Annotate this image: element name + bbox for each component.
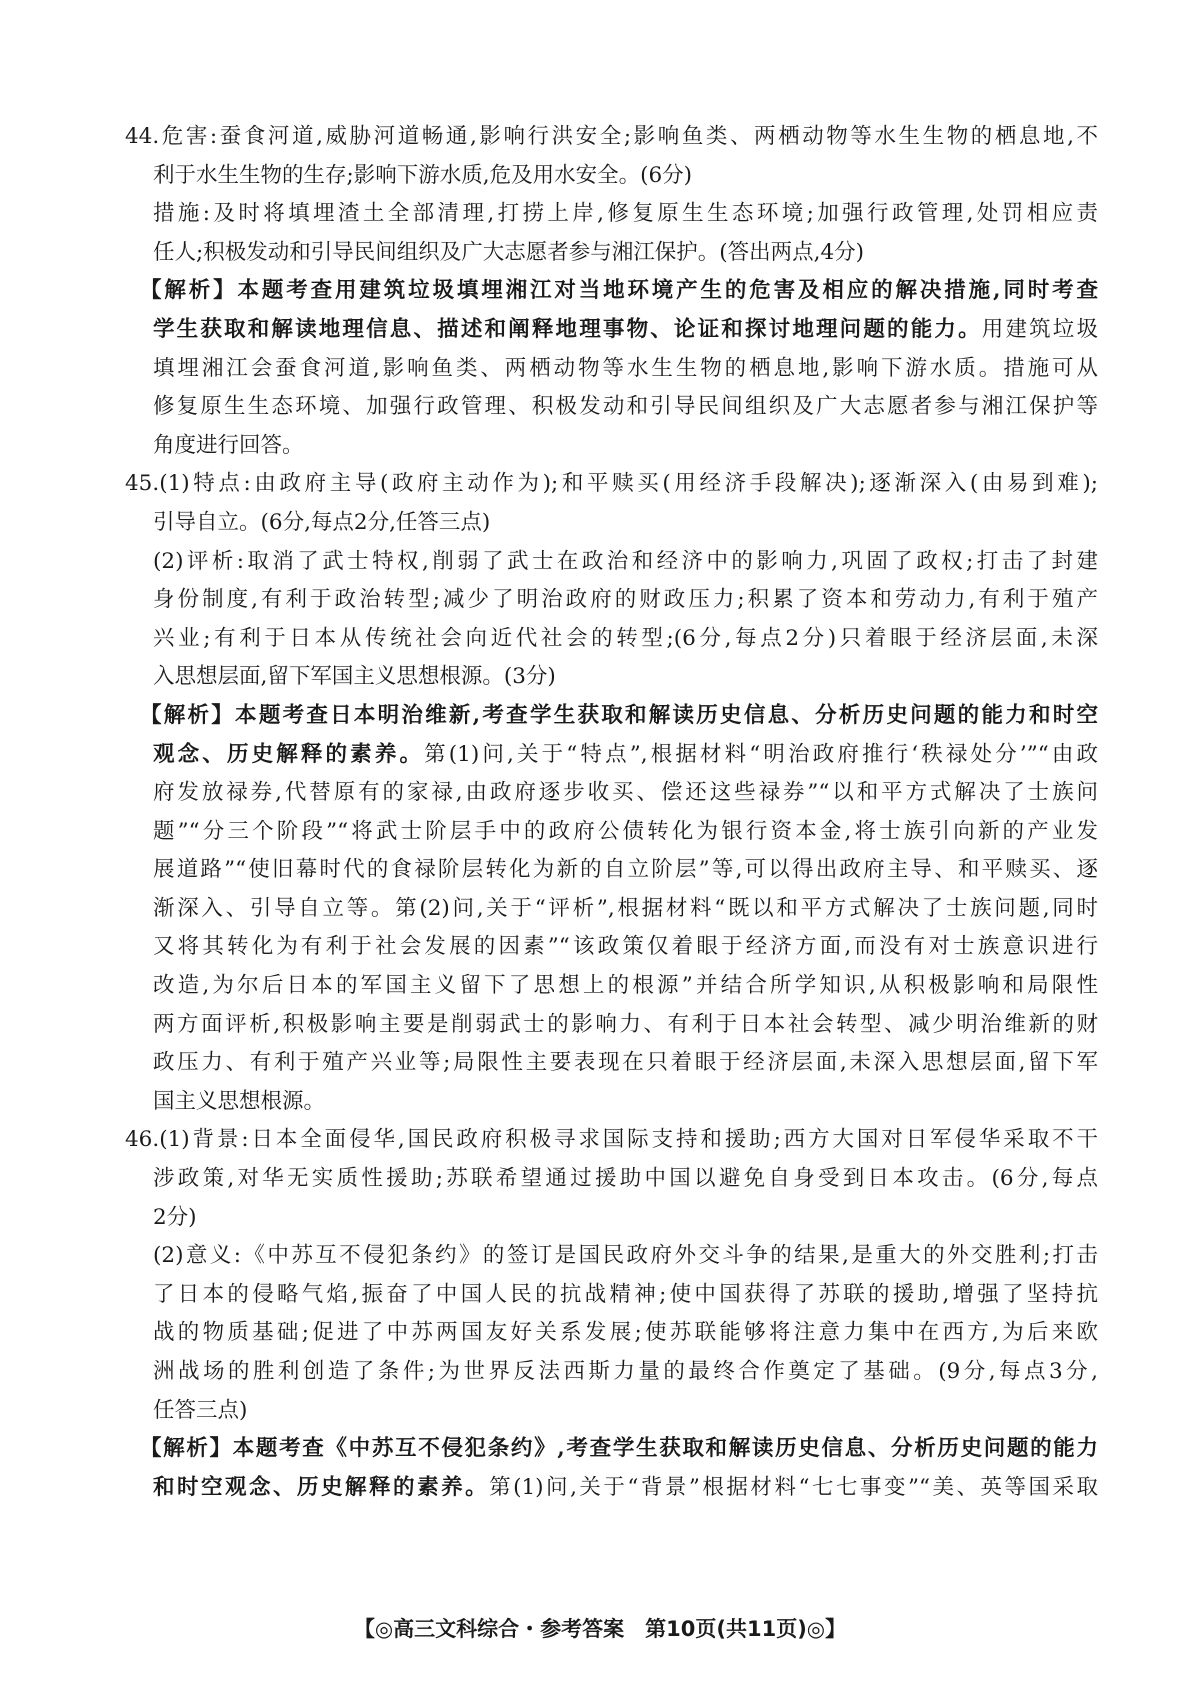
line-text: 第(1)问,关于“特点”,根据材料“明治政府推行‘秩禄处分’”“由政 <box>424 741 1098 767</box>
bold-text: 【解析】本题考查《中苏互不侵犯条约》,考查学生获取和解读历史信息、分析历史问题的能力 <box>140 1436 1098 1462</box>
bold-text: 【解析】本题考查日本明治维新,考查学生获取和解读历史信息、分析历史问题的能力和时空 <box>140 702 1098 728</box>
bold-text: 学生获取和解读地理信息、描述和阐释地理事物、论证和探讨地理问题的能力。 <box>153 316 982 342</box>
page-footer <box>0 1614 1200 1644</box>
text-line <box>0 504 1098 543</box>
line-text: 国主义思想根源。 <box>153 1088 326 1114</box>
line-text: 角度进行回答。 <box>153 432 304 458</box>
text-line <box>0 1160 1098 1199</box>
text-line <box>0 658 1098 697</box>
line-text: 第(1)问,关于“背景”根据材料“七七事变”“美、英等国采取 <box>489 1474 1098 1500</box>
text-line <box>0 1276 1098 1315</box>
text-line <box>0 195 1098 234</box>
line-text: 洲战场的胜利创造了条件;为世界反法西斯力量的最终合作奠定了基础。(9分,每点3分, <box>153 1359 1098 1384</box>
line-text: 45.(1)特点:由政府主导(政府主动作为);和平赎买(用经济手段解决);逐渐深入(由易到难); <box>125 471 1098 497</box>
bold-text: 和时空观念、历史解释的素养。 <box>153 1474 490 1500</box>
line-text: 又将其转化为有利于社会发展的因素”“该政策仅着眼于经济方面,而没有对士族意识进行 <box>153 934 1098 960</box>
line-text: 用建筑垃圾 <box>981 316 1098 342</box>
text-line <box>0 272 1098 311</box>
text-line <box>0 1199 1098 1238</box>
text-line <box>0 427 1098 466</box>
text-line <box>0 388 1098 427</box>
text-line <box>0 543 1098 582</box>
text-line <box>0 350 1098 389</box>
text-line <box>0 813 1098 852</box>
line-text: 利于水生生物的生存;影响下游水质,危及用水安全。(6分) <box>153 162 693 188</box>
line-text: 题”“分三个阶段”“将武士阶层手中的政府公债转化为银行资本金,将士族引向新的产业发 <box>153 818 1098 844</box>
footer-text: 【◎高三文科综合・参考答案 第10页(共11页)◎】 <box>353 1617 847 1641</box>
text-line <box>0 620 1098 659</box>
text-line <box>0 1392 1098 1431</box>
text-line <box>0 697 1098 736</box>
text-line <box>0 774 1098 813</box>
text-line <box>0 118 1098 157</box>
line-text: 身份制度,有利于政治转型;减少了明治政府的财政压力;积累了资本和劳动力,有利于殖产 <box>153 587 1098 613</box>
line-text: 引导自立。(6分,每点2分,任答三点) <box>153 509 491 535</box>
line-text: (2)评析:取消了武士特权,削弱了武士在政治和经济中的影响力,巩固了政权;打击了封建 <box>153 548 1098 574</box>
line-text: 两方面评析,积极影响主要是削弱武士的影响力、有利于日本社会转型、减少明治维新的财 <box>153 1011 1098 1037</box>
line-text: 政压力、有利于殖产兴业等;局限性主要表现在只着眼于经济层面,未深入思想层面,留下军 <box>153 1050 1098 1076</box>
text-line <box>0 465 1098 504</box>
line-text: 46.(1)背景:日本全面侵华,国民政府积极寻求国际支持和援助;西方大国对日军侵华采取不干 <box>125 1127 1098 1153</box>
line-text: 展道路”“使旧幕时代的食禄阶层转化为新的自立阶层”等,可以得出政府主导、和平赎买、逐 <box>153 857 1098 883</box>
text-line <box>0 1083 1098 1122</box>
text-line <box>0 928 1098 967</box>
text-line <box>0 157 1098 196</box>
line-text: 战的物质基础;促进了中苏两国友好关系发展;使苏联能够将注意力集中在西方,为后来欧 <box>153 1320 1098 1346</box>
line-text: 任人;积极发动和引导民间组织及广大志愿者参与湘江保护。(答出两点,4分) <box>153 239 865 265</box>
line-text: 修复原生生态环境、加强行政管理、积极发动和引导民间组织及广大志愿者参与湘江保护等 <box>153 394 1098 420</box>
line-text: 渐深入、引导自立等。第(2)问,关于“评析”,根据材料“既以和平方式解决了士族问题,同时 <box>153 895 1098 921</box>
text-line <box>0 1314 1098 1353</box>
text-line <box>0 1237 1098 1276</box>
text-line <box>0 967 1098 1006</box>
text-line <box>0 1469 1098 1508</box>
line-text: 府发放禄券,代替原有的家禄,由政府逐步收买、偿还这些禄券”“以和平方式解决了士族问 <box>153 780 1098 806</box>
text-line <box>0 890 1098 929</box>
text-line <box>0 581 1098 620</box>
line-text: 涉政策,对华无实质性援助;苏联希望通过援助中国以避免自身受到日本攻击。(6分,每点 <box>153 1166 1098 1192</box>
line-text: (2)意义:《中苏互不侵犯条约》的签订是国民政府外交斗争的结果,是重大的外交胜利;打击 <box>153 1243 1098 1269</box>
line-text: 措施:及时将填埋渣土全部清理,打捞上岸,修复原生生态环境;加强行政管理,处罚相应责 <box>153 201 1098 227</box>
line-text: 入思想层面,留下军国主义思想根源。(3分) <box>153 664 556 690</box>
text-line <box>0 736 1098 775</box>
line-text: 44.危害:蚕食河道,威胁河道畅通,影响行洪安全;影响鱼类、两栖动物等水生生物的栖息地,不 <box>125 124 1098 149</box>
answer-text <box>0 118 1200 1507</box>
line-text: 兴业;有利于日本从传统社会向近代社会的转型;(6分,每点2分)只着眼于经济层面,未深 <box>153 625 1098 651</box>
text-line <box>0 1006 1098 1045</box>
line-text: 了日本的侵略气焰,振奋了中国人民的抗战精神;使中国获得了苏联的援助,增强了坚持抗 <box>153 1281 1098 1307</box>
bold-text: 【解析】本题考查用建筑垃圾填埋湘江对当地环境产生的危害及相应的解决措施,同时考查 <box>140 278 1098 304</box>
text-line <box>0 311 1098 350</box>
line-text: 任答三点) <box>153 1397 248 1423</box>
line-text: 2分) <box>153 1204 197 1230</box>
text-line <box>0 1044 1098 1083</box>
bold-text: 观念、历史解释的素养。 <box>153 741 425 767</box>
text-line <box>0 851 1098 890</box>
text-line <box>0 1353 1098 1392</box>
text-line <box>0 234 1098 273</box>
line-text: 改造,为尔后日本的军国主义留下了思想上的根源”并结合所学知识,从积极影响和局限性 <box>153 973 1098 999</box>
text-line <box>0 1121 1098 1160</box>
line-text: 填埋湘江会蚕食河道,影响鱼类、两栖动物等水生生物的栖息地,影响下游水质。措施可从 <box>153 355 1098 381</box>
text-line <box>0 1430 1098 1469</box>
